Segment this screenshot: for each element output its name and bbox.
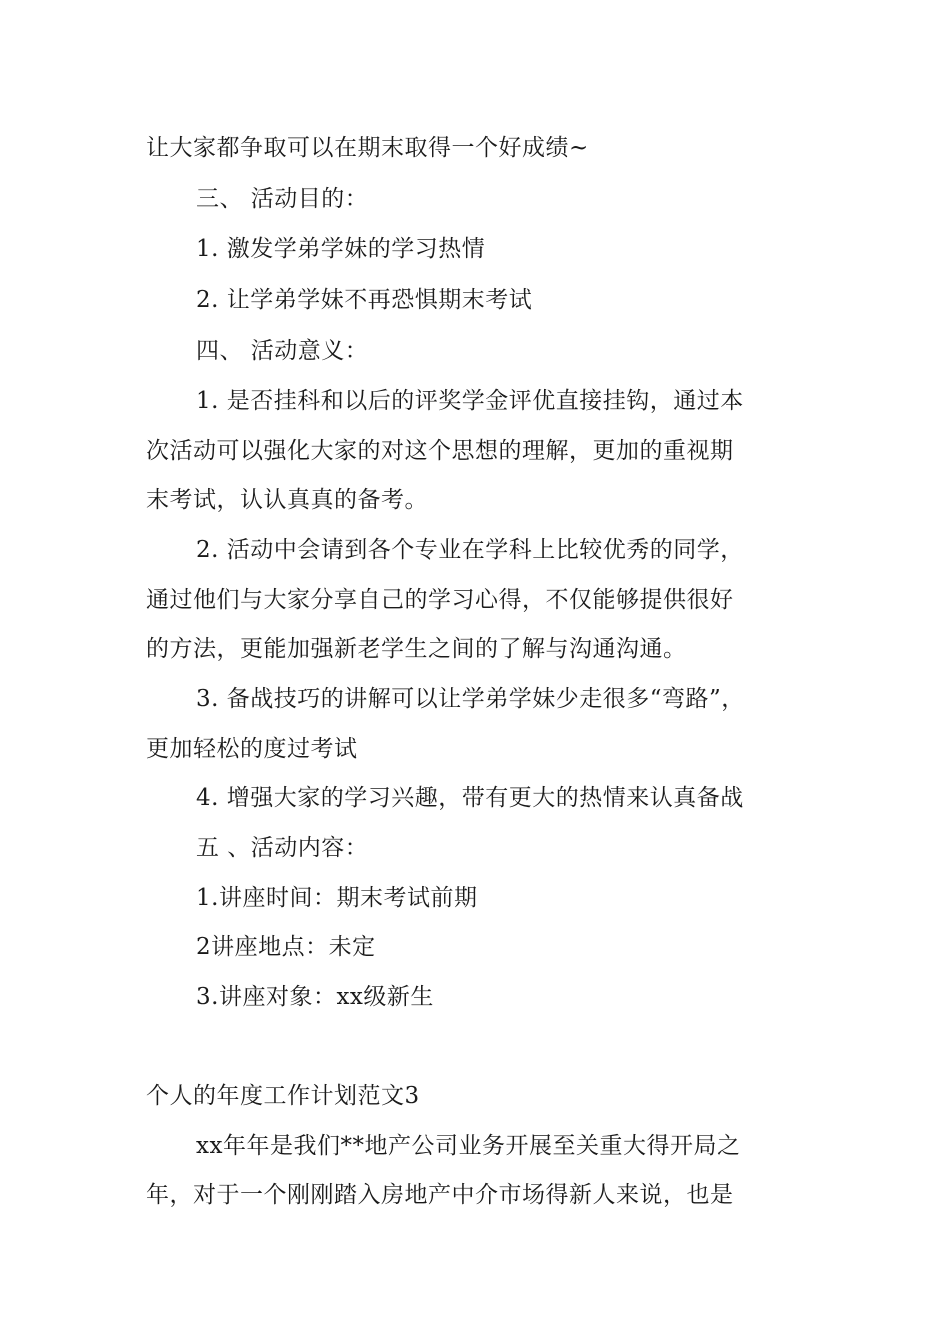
list-item: 1.讲座时间：期末考试前期 bbox=[196, 885, 478, 911]
section-heading-purpose: 三、 活动目的： bbox=[196, 186, 369, 212]
list-item: 2. 让学弟学妹不再恐惧期末考试 bbox=[196, 287, 533, 313]
list-item: 3. 备战技巧的讲解可以让学弟学妹少走很多“弯路”， bbox=[196, 686, 745, 712]
paragraph-line: 的方法，更能加强新老学生之间的了解与沟通沟通。 bbox=[146, 636, 687, 662]
paragraph-line: 通过他们与大家分享自己的学习心得，不仅能够提供很好 bbox=[146, 587, 734, 613]
paragraph-line: 次活动可以强化大家的对这个思想的理解，更加的重视期 bbox=[146, 438, 734, 464]
list-item: 1. 是否挂科和以后的评奖学金评优直接挂钩，通过本 bbox=[196, 388, 744, 414]
paragraph-line: 年，对于一个刚刚踏入房地产中介市场得新人来说，也是 bbox=[146, 1182, 734, 1208]
paragraph-line: xx年年是我们**地产公司业务开展至关重大得开局之 bbox=[196, 1133, 741, 1159]
paragraph-line: 末考试，认认真真的备考。 bbox=[146, 487, 428, 513]
list-item: 4. 增强大家的学习兴趣，带有更大的热情来认真备战 bbox=[196, 785, 744, 811]
section-heading-significance: 四、 活动意义： bbox=[196, 338, 369, 364]
list-item: 2讲座地点：未定 bbox=[196, 934, 376, 960]
paragraph-line: 更加轻松的度过考试 bbox=[146, 736, 358, 762]
paragraph-line: 让大家都争取可以在期末取得一个好成绩~ bbox=[146, 135, 589, 161]
article-title: 个人的年度工作计划范文3 bbox=[146, 1083, 420, 1109]
list-item: 2. 活动中会请到各个专业在学科上比较优秀的同学， bbox=[196, 537, 744, 563]
list-item: 3.讲座对象：xx级新生 bbox=[196, 984, 434, 1010]
list-item: 1. 激发学弟学妹的学习热情 bbox=[196, 236, 486, 262]
section-heading-content: 五 、活动内容： bbox=[196, 835, 369, 861]
